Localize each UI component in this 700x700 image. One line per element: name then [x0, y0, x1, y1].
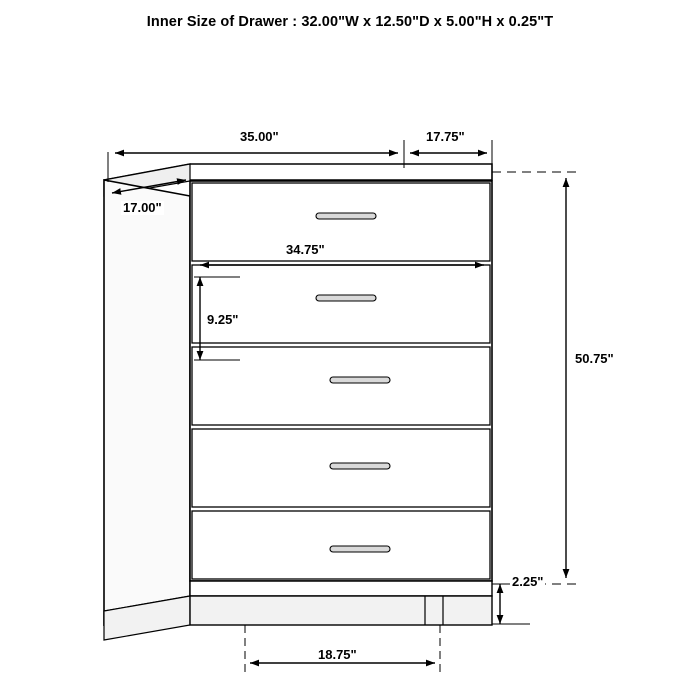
dim-label-drawer-width: 34.75" — [286, 242, 325, 257]
drawer-handle — [330, 546, 390, 552]
drawer-front-5 — [192, 511, 490, 579]
dim-label-leg-height: 2.25" — [512, 574, 544, 589]
chest-base-rail — [190, 581, 492, 596]
drawer-handle — [316, 213, 376, 219]
chest-plinth-front — [190, 596, 492, 625]
dim-label-leg-span: 18.75" — [318, 647, 357, 662]
dim-label-drawer-height: 9.25" — [207, 312, 239, 327]
drawer-handle — [330, 463, 390, 469]
drawer-handle — [330, 377, 390, 383]
dim-label-top-depth: 17.75" — [426, 129, 465, 144]
dim-label-side-depth: 17.00" — [123, 200, 162, 215]
drawer-handle — [316, 295, 376, 301]
chest-body — [104, 164, 492, 640]
page-title: Inner Size of Drawer : 32.00"W x 12.50"D x 5.00"H x 0.25"T — [146, 14, 554, 30]
drawer-front-1 — [192, 183, 490, 261]
chest-side-panel — [104, 180, 190, 625]
dim-label-total-height: 50.75" — [575, 351, 614, 366]
drawer-front-3 — [192, 347, 490, 425]
dim-label-top-width: 35.00" — [240, 129, 279, 144]
drawer-front-4 — [192, 429, 490, 507]
